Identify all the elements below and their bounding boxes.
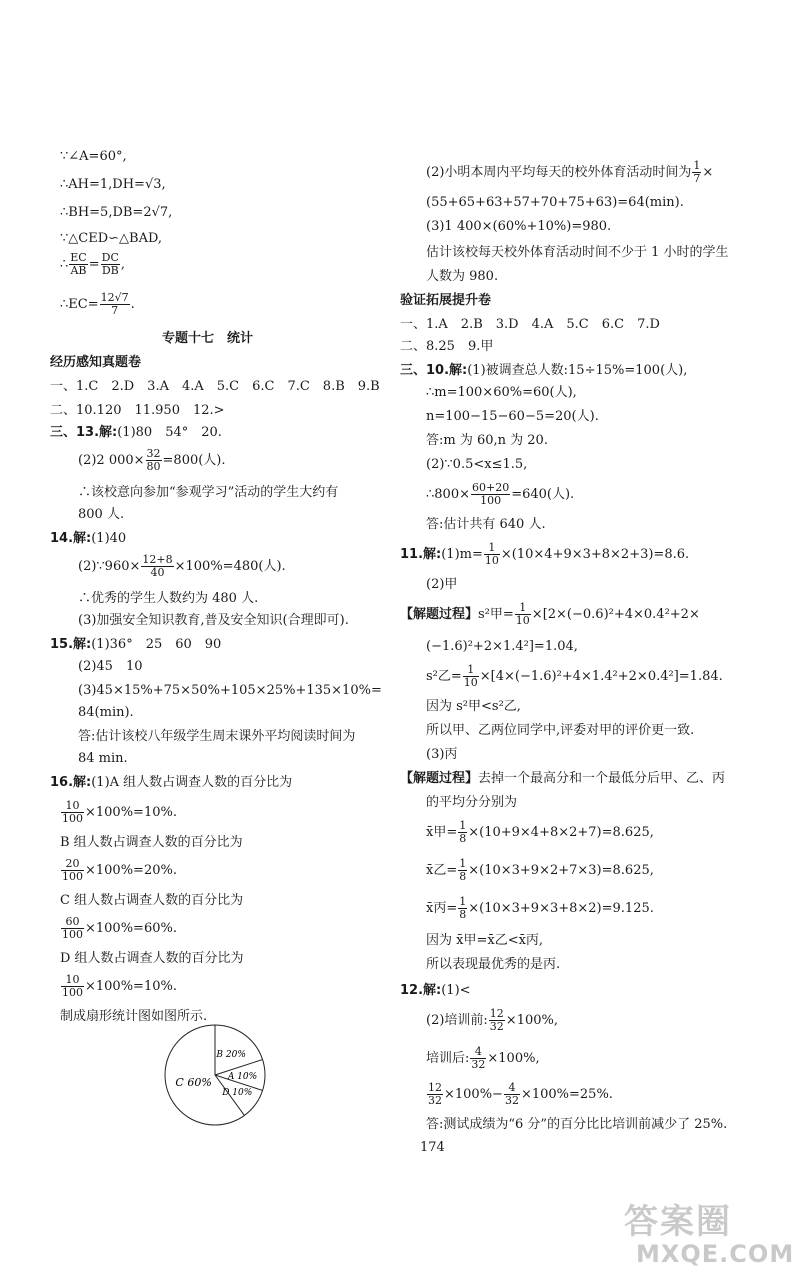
line: s²乙= $\frac{1}{10}$ ×[4×(−1.6)²+4×1.4²+2×0.4²]=1.84. [426, 663, 723, 689]
line: 800 人. [78, 507, 125, 522]
line: x̄甲= $\frac{1}{8}$ ×(10+9×4+8×2+7)=8.625, [426, 819, 654, 845]
subsection-title: 验证拓展提升卷 [400, 293, 492, 308]
fraction: $\frac{EC}{AB}$ [70, 251, 87, 277]
line: ∴EC= $\frac{12√7}{7}$ . [60, 291, 135, 317]
line: ∵∠A=60°, [60, 149, 127, 164]
answer-line: 二、8.25 9.甲 [400, 339, 494, 354]
fraction: $\frac{1}{8}$ [459, 895, 467, 921]
fraction: $\frac{32}{80}$ [146, 447, 161, 473]
line: 的平均分分别为 [426, 795, 518, 810]
watermark-logo: 答案圈 [624, 1202, 732, 1242]
section-title: 专题十七 统计 [162, 331, 254, 346]
line: (−1.6)²+2×1.4²]=1.04, [426, 639, 578, 654]
line: ∵△CED∽△BAD, [60, 231, 163, 246]
line: 因为 s²甲<s²乙, [426, 699, 521, 714]
fraction: $\frac{12}{32}$ [489, 1007, 504, 1033]
line: 答:估计共有 640 人. [426, 517, 546, 532]
fraction: $\frac{20}{100}$ [62, 857, 83, 883]
line: 因为 x̄甲=x̄乙<x̄丙, [426, 933, 544, 948]
line: 15.解:(1)36° 25 60 90 [50, 637, 222, 652]
line: $\frac{20}{100}$ ×100%=20%. [62, 857, 177, 883]
fraction: $\frac{1}{8}$ [459, 857, 467, 883]
line: 【解题过程】去掉一个最高分和一个最低分后甲、乙、丙 [400, 771, 726, 786]
line: $\frac{12}{32}$ ×100%− $\frac{4}{32}$ ×100%=25%. [428, 1081, 613, 1107]
line: 11.解:(1)m= $\frac{1}{10}$ ×(10×4+9×3+8×2+3)=8.6. [400, 541, 690, 567]
pie-chart [160, 1020, 270, 1130]
fraction: $\frac{1}{7}$ [693, 159, 701, 185]
line: 估计该校每天校外体育活动时间不少于 1 小时的学生 [426, 245, 729, 260]
line: 答:估计该校八年级学生周末课外平均阅读时间为 [78, 729, 356, 744]
pie-label-C: C 60% [175, 1075, 212, 1089]
line: 所以表现最优秀的是丙. [426, 957, 561, 972]
line: 答:测试成绩为“6 分”的百分比比培训前减少了 25%. [426, 1117, 728, 1132]
line: (55+65+63+57+70+75+63)=64(min). [426, 195, 684, 210]
fraction: $\frac{1}{8}$ [459, 819, 467, 845]
line: ∴800× $\frac{60+20}{100}$ =640(人). [426, 481, 575, 507]
fraction: $\frac{1}{10}$ [463, 663, 478, 689]
subsection-title: 经历感知真题卷 [50, 355, 142, 370]
answer-line: 一、1.C 2.D 3.A 4.A 5.C 6.C 7.C 8.B 9.B [50, 379, 380, 394]
line: x̄乙= $\frac{1}{8}$ ×(10×3+9×2+7×3)=8.625, [426, 857, 654, 883]
pie-label-B: B 20% [216, 1049, 246, 1060]
line: 16.解:(1)A 组人数占调查人数的百分比为 [50, 775, 293, 790]
line: (3)1 400×(60%+10%)=980. [426, 219, 612, 234]
line: (2)∵0.5<x≤1.5, [426, 457, 528, 472]
fraction: $\frac{DC}{DB}$ [101, 251, 119, 277]
line: (3)丙 [426, 747, 458, 762]
line: 12.解:(1)< [400, 983, 471, 998]
fraction: $\frac{1}{10}$ [515, 601, 530, 627]
line: ∴m=100×60%=60(人), [426, 385, 577, 400]
watermark-url: MXQE.COM [636, 1240, 795, 1268]
line: $\frac{60}{100}$ ×100%=60%. [62, 915, 177, 941]
line: (3)45×15%+75×50%+105×25%+135×10%= [78, 683, 382, 698]
line: (2)培训前: $\frac{12}{32}$ ×100%, [426, 1007, 558, 1033]
line: 14.解:(1)40 [50, 531, 127, 546]
pie-label-A: A 10% [227, 1072, 258, 1082]
line: 三、13.解:(1)80 54° 20. [50, 425, 222, 440]
answer-line: 一、1.A 2.B 3.D 4.A 5.C 6.C 7.D [400, 317, 660, 332]
line: $\frac{10}{100}$ ×100%=10%. [62, 799, 177, 825]
line: ∴AH=1,DH=√3, [60, 177, 166, 192]
line: 所以甲、乙两位同学中,评委对甲的评价更一致. [426, 723, 695, 738]
fraction: $\frac{4}{32}$ [471, 1045, 486, 1071]
line: 制成扇形统计图如图所示. [60, 1009, 208, 1024]
pie-label-D: D 10% [222, 1088, 253, 1099]
answer-line: 二、10.120 11.950 12.> [50, 403, 225, 418]
fraction: $\frac{10}{100}$ [62, 973, 83, 999]
line: C 组人数占调查人数的百分比为 [60, 893, 244, 908]
fraction: $\frac{1}{10}$ [484, 541, 499, 567]
line: 【解题过程】s²甲= $\frac{1}{10}$ ×[2×(−0.6)²+4×0.4²+2× [400, 601, 700, 627]
line: ∴BH=5,DB=2√7, [60, 205, 173, 220]
line: $\frac{10}{100}$ ×100%=10%. [62, 973, 177, 999]
fraction: $\frac{60+20}{100}$ [471, 481, 510, 507]
fraction: $\frac{12√7}{7}$ [100, 291, 129, 317]
line: 答:m 为 60,n 为 20. [426, 433, 548, 448]
line: (2)2 000× $\frac{32}{80}$ =800(人). [78, 447, 226, 473]
line: (3)加强安全知识教育,普及安全知识(合理即可). [78, 613, 349, 628]
line: ∴优秀的学生人数约为 480 人. [78, 591, 259, 606]
line: 培训后: $\frac{4}{32}$ ×100%, [426, 1045, 540, 1071]
fraction: $\frac{12+8}{40}$ [142, 553, 173, 579]
fraction: $\frac{12}{32}$ [428, 1081, 442, 1107]
line: ∴该校意向参加“参观学习”活动的学生大约有 [78, 485, 339, 500]
line: 人数为 980. [426, 269, 499, 284]
line: 三、10.解:(1)被调查总人数:15÷15%=100(人), [400, 363, 688, 378]
line: (2)45 10 [78, 659, 143, 674]
fraction: $\frac{60}{100}$ [62, 915, 83, 941]
fraction: $\frac{10}{100}$ [62, 799, 83, 825]
line: (2)小明本周内平均每天的校外体育活动时间为 $\frac{1}{7}$ × [426, 159, 714, 185]
line: ∴ $\frac{EC}{AB}$ = $\frac{DC}{DB}$ , [60, 251, 126, 277]
line: B 组人数占调查人数的百分比为 [60, 835, 243, 850]
line: (2)甲 [426, 577, 458, 592]
line: D 组人数占调查人数的百分比为 [60, 951, 244, 966]
line: x̄丙= $\frac{1}{8}$ ×(10×3+9×3+8×2)=9.125. [426, 895, 654, 921]
line: 84 min. [78, 751, 128, 766]
line: n=100−15−60−5=20(人). [426, 409, 599, 424]
line: (2)∵960× $\frac{12+8}{40}$ ×100%=480(人). [78, 553, 286, 579]
page-number: 174 [420, 1140, 445, 1155]
line: 84(min). [78, 705, 134, 720]
fraction: $\frac{4}{32}$ [504, 1081, 519, 1107]
